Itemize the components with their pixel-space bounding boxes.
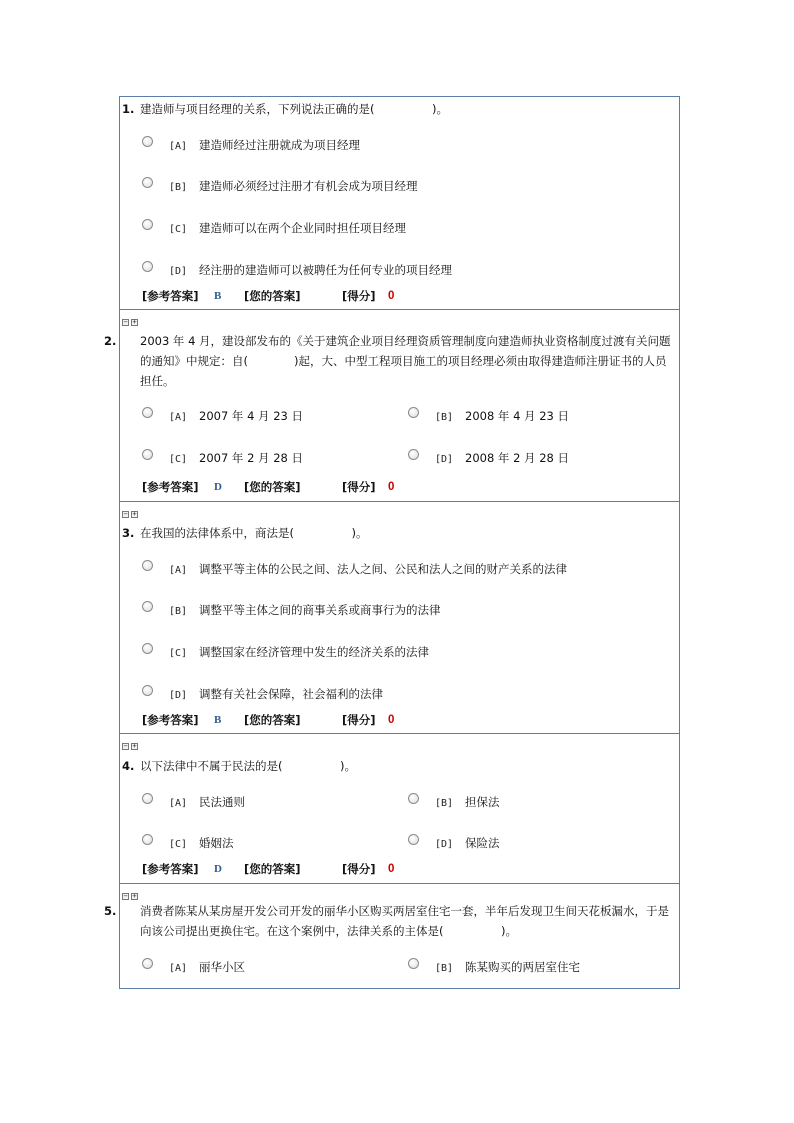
score-label: [得分]: [342, 289, 376, 303]
option-tag: [A]: [169, 412, 188, 423]
option-text: 调整平等主体之间的商事关系或商事行为的法律: [199, 603, 441, 617]
radio-button[interactable]: [142, 793, 153, 804]
your-answer-label: [您的答案]: [244, 862, 301, 876]
question-stem: 在我国的法律体系中，商法是( )。: [140, 526, 368, 540]
reference-answer-value: D: [214, 863, 222, 875]
option-tag: [A]: [169, 565, 188, 576]
question-number: 2.: [104, 334, 117, 348]
expand-icon[interactable]: +: [132, 742, 137, 750]
question-1: [120, 97, 679, 310]
collapse-icon[interactable]: −: [123, 318, 128, 326]
option-text: 建造师经过注册就成为项目经理: [199, 138, 360, 152]
option-tag: [D]: [169, 266, 188, 277]
option-text: 建造师可以在两个企业同时担任项目经理: [199, 221, 406, 235]
option-tag: [B]: [435, 798, 454, 809]
expand-icon[interactable]: +: [132, 892, 137, 900]
radio-button[interactable]: [142, 219, 153, 230]
option-tag: [C]: [169, 454, 188, 465]
question-4: [120, 733, 679, 884]
collapse-icon[interactable]: −: [123, 742, 128, 750]
collapse-expand-toggles: [122, 893, 138, 901]
score-value: 0: [388, 481, 395, 493]
option-tag: [A]: [169, 798, 188, 809]
question-2-text: [104, 331, 673, 391]
question-number: 1.: [122, 102, 135, 116]
question-stem: 消费者陈某从某房屋开发公司开发的丽华小区购买两居室住宅一套，半年后发现卫生间天花板漏水，于是向该公司提出更换住宅。在这个案例中，法律关系的主体是( )。: [140, 904, 669, 938]
radio-button[interactable]: [408, 834, 419, 845]
question-number: 4.: [122, 759, 135, 773]
exam-sheet: [104, 96, 680, 989]
option-text: 2007 年 2 月 28 日: [199, 451, 303, 465]
collapse-expand-toggles: [122, 743, 138, 751]
reference-answer-label: [参考答案]: [142, 480, 199, 494]
option-tag: [C]: [169, 839, 188, 850]
option-text: 2008 年 2 月 28 日: [465, 451, 569, 465]
option-text: 婚姻法: [199, 836, 234, 850]
question-1-text: [122, 99, 673, 119]
option-text: 保险法: [465, 836, 500, 850]
radio-button[interactable]: [142, 560, 153, 571]
option-text: 调整平等主体的公民之间、法人之间、公民和法人之间的财产关系的法律: [199, 562, 567, 576]
radio-button[interactable]: [142, 261, 153, 272]
collapse-icon[interactable]: −: [123, 510, 128, 518]
question-3: [120, 501, 679, 734]
radio-button[interactable]: [142, 407, 153, 418]
collapse-expand-toggles: [122, 319, 138, 327]
score-label: [得分]: [342, 480, 376, 494]
option-tag: [B]: [435, 963, 454, 974]
option-text: 丽华小区: [199, 960, 245, 974]
question-number: 5.: [104, 904, 117, 918]
reference-answer-label: [参考答案]: [142, 713, 199, 727]
radio-button[interactable]: [142, 958, 153, 969]
option-text: 调整有关社会保障，社会福利的法律: [199, 687, 383, 701]
expand-icon[interactable]: +: [132, 318, 137, 326]
option-text: 2008 年 4 月 23 日: [465, 409, 569, 423]
radio-button[interactable]: [142, 177, 153, 188]
option-tag: [D]: [169, 690, 188, 701]
reference-answer-value: B: [214, 714, 222, 726]
expand-icon[interactable]: +: [132, 510, 137, 518]
radio-button[interactable]: [142, 834, 153, 845]
option-tag: [D]: [435, 454, 454, 465]
score-value: 0: [388, 863, 395, 875]
radio-button[interactable]: [142, 643, 153, 654]
collapse-expand-toggles: [122, 511, 138, 519]
option-text: 2007 年 4 月 23 日: [199, 409, 303, 423]
question-stem: 建造师与项目经理的关系，下列说法正确的是( )。: [140, 102, 448, 116]
option-tag: [C]: [169, 648, 188, 659]
score-label: [得分]: [342, 713, 376, 727]
option-tag: [A]: [169, 963, 188, 974]
option-tag: [B]: [169, 606, 188, 617]
reference-answer-label: [参考答案]: [142, 862, 199, 876]
option-tag: [B]: [169, 182, 188, 193]
question-number: 3.: [122, 526, 135, 540]
question-stem: 以下法律中不属于民法的是( )。: [140, 759, 356, 773]
score-value: 0: [388, 714, 395, 726]
reference-answer-value: D: [214, 481, 222, 493]
question-5-text: [104, 901, 673, 941]
question-stem: 2003 年 4 月，建设部发布的《关于建筑企业项目经理资质管理制度向建造师执业资格制度过渡有关问题的通知》中规定：自( )起，大、中型工程项目施工的项目经理必须由取得建造师注册证书的人员担任。: [140, 334, 671, 388]
option-text: 建造师必须经过注册才有机会成为项目经理: [199, 179, 418, 193]
radio-button[interactable]: [408, 449, 419, 460]
your-answer-label: [您的答案]: [244, 289, 301, 303]
collapse-icon[interactable]: −: [123, 892, 128, 900]
option-tag: [D]: [435, 839, 454, 850]
radio-button[interactable]: [142, 601, 153, 612]
score-label: [得分]: [342, 862, 376, 876]
reference-answer-value: B: [214, 290, 222, 302]
question-4-text: [122, 756, 673, 776]
radio-button[interactable]: [142, 449, 153, 460]
radio-button[interactable]: [408, 958, 419, 969]
option-text: 陈某购买的两居室住宅: [465, 960, 580, 974]
option-text: 经注册的建造师可以被聘任为任何专业的项目经理: [199, 263, 452, 277]
reference-answer-label: [参考答案]: [142, 289, 199, 303]
score-value: 0: [388, 290, 395, 302]
radio-button[interactable]: [408, 407, 419, 418]
radio-button[interactable]: [408, 793, 419, 804]
your-answer-label: [您的答案]: [244, 480, 301, 494]
question-3-text: [122, 523, 673, 543]
option-tag: [B]: [435, 412, 454, 423]
question-2: [104, 309, 679, 502]
radio-button[interactable]: [142, 136, 153, 147]
option-text: 民法通则: [199, 795, 245, 809]
option-tag: [C]: [169, 224, 188, 235]
option-tag: [A]: [169, 141, 188, 152]
your-answer-label: [您的答案]: [244, 713, 301, 727]
option-text: 调整国家在经济管理中发生的经济关系的法律: [199, 645, 429, 659]
question-5: [104, 883, 679, 990]
option-text: 担保法: [465, 795, 500, 809]
radio-button[interactable]: [142, 685, 153, 696]
